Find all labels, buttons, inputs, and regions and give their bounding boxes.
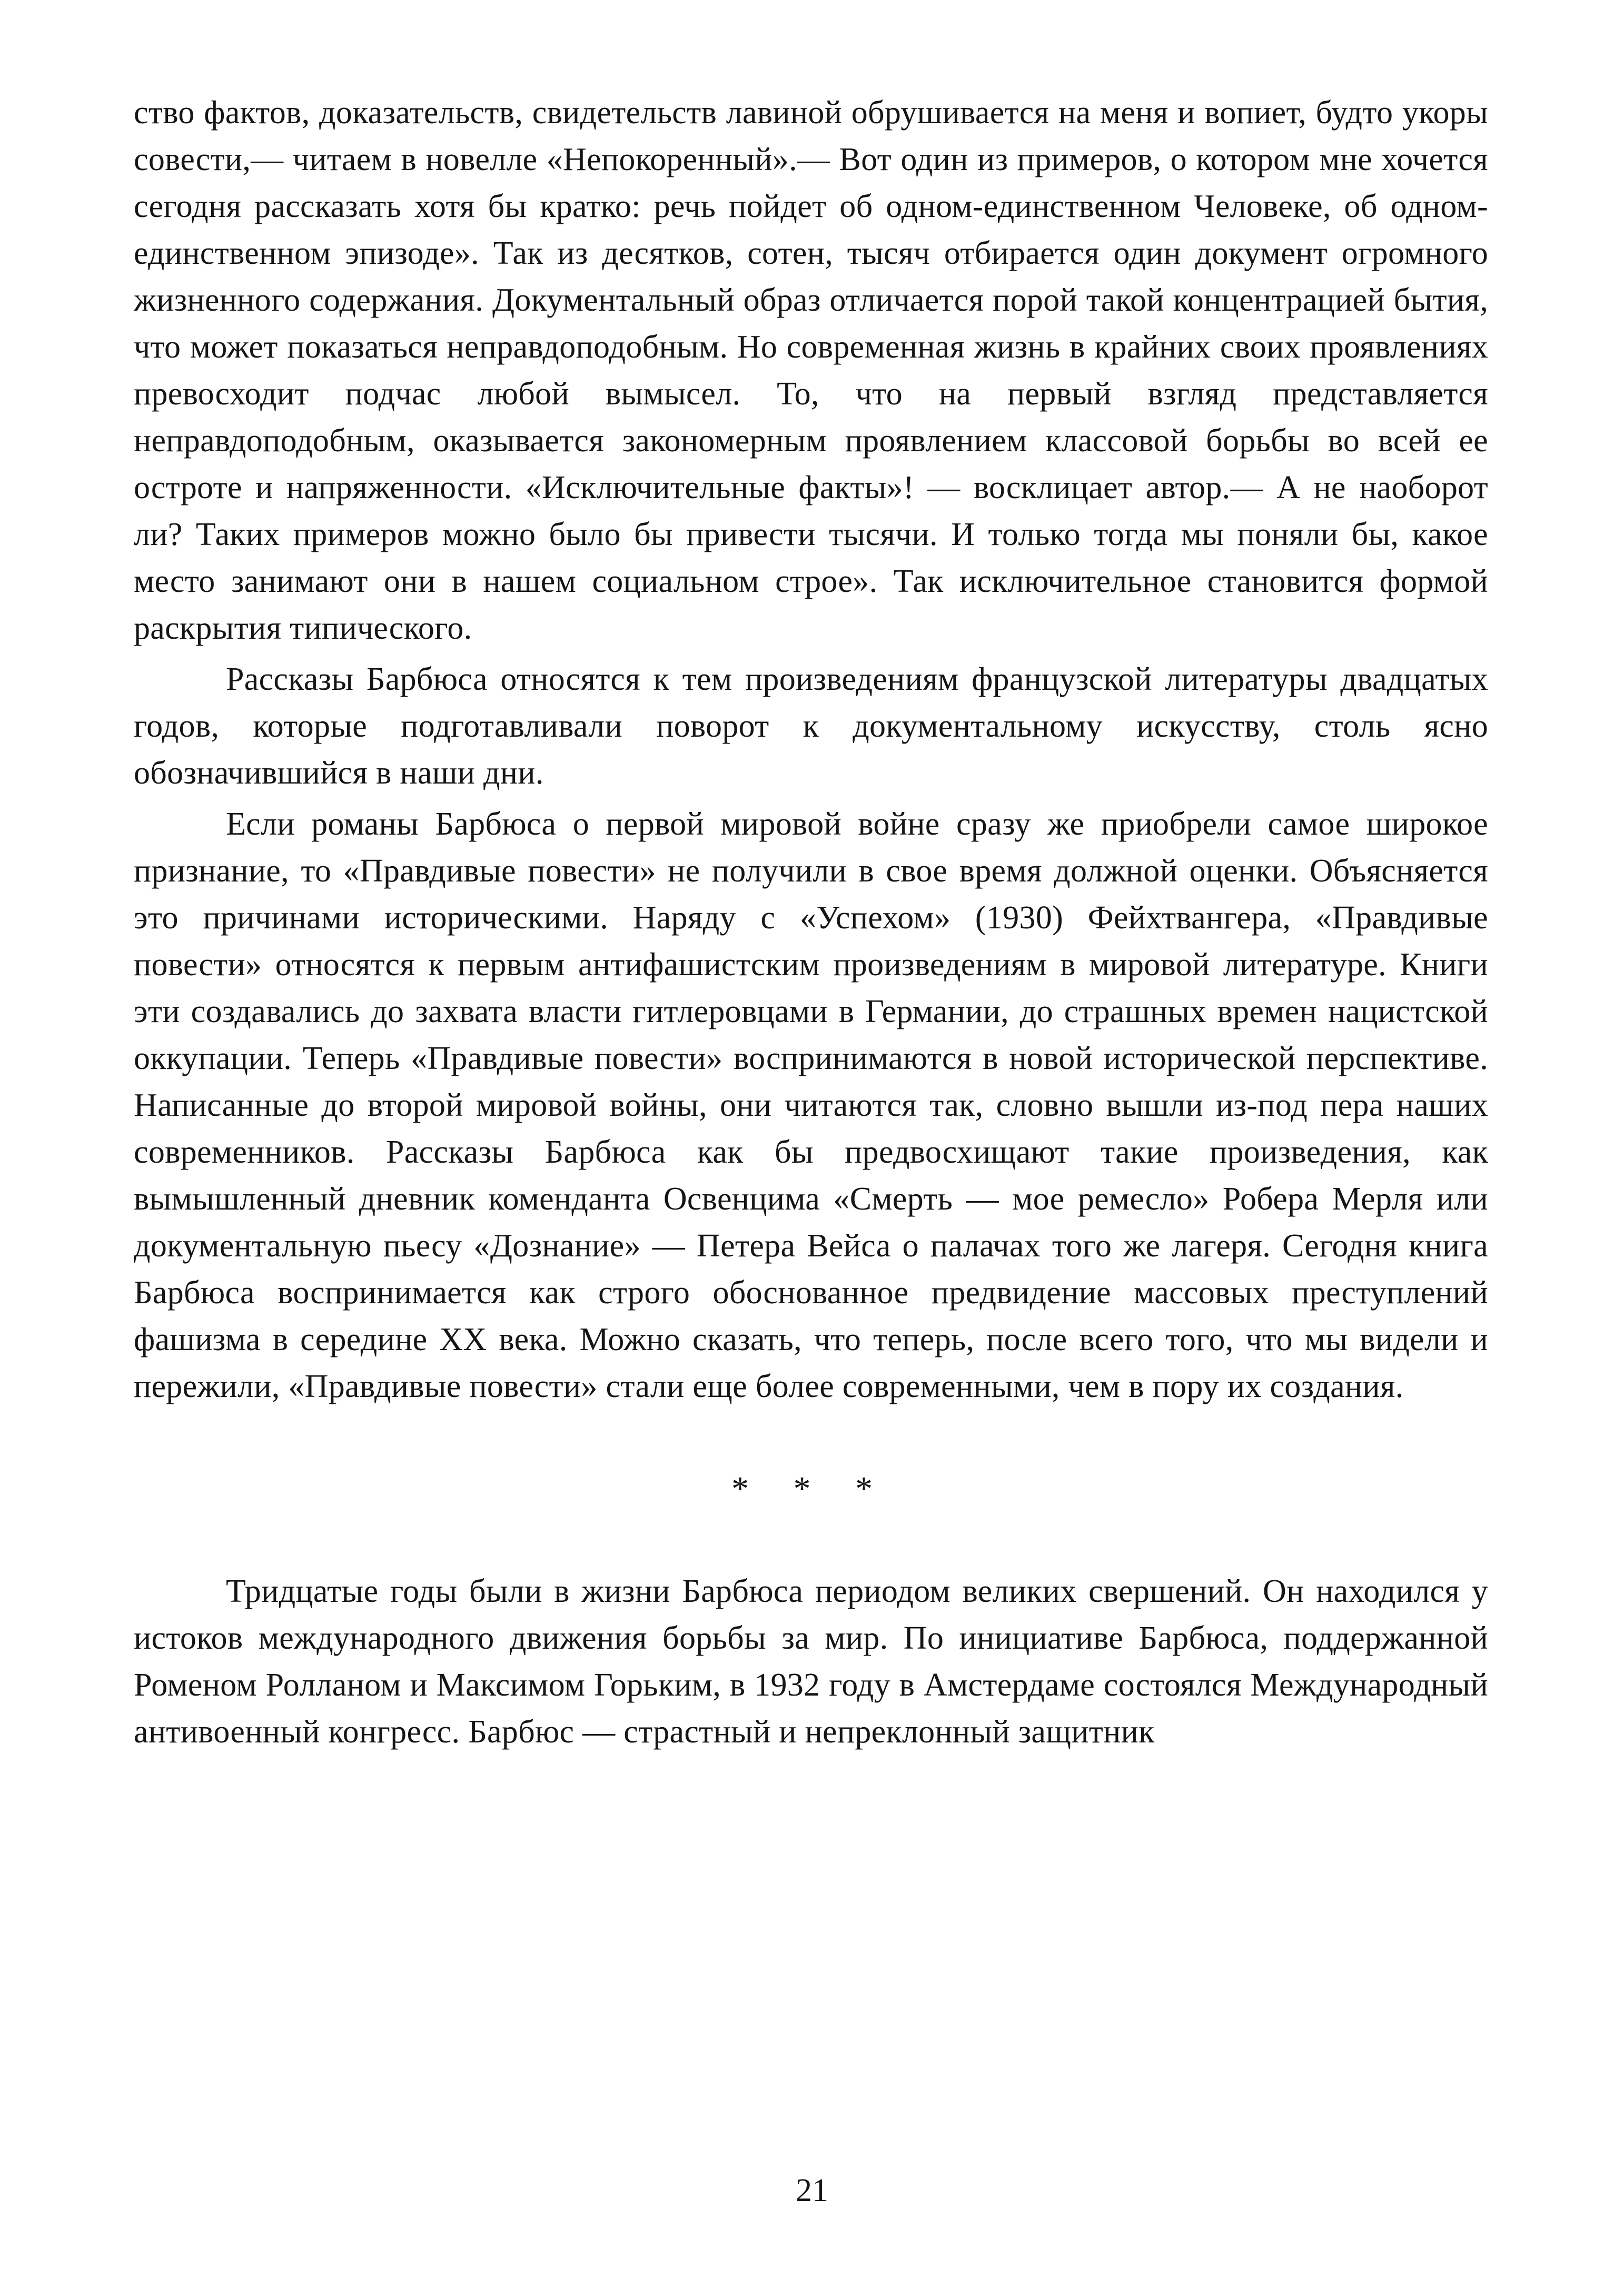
paragraph-continuation: ство фактов, доказательств, свидетельств лавиной обрушивается на меня и вопиет, будто укоры совести,— читаем в новелле «Непокоренный».— Вот один из примеров, о котором мне хочется сегодня рассказать хотя бы кратко: речь пойдет об одном-единственном Человеке, об одном-единственном эпизоде». Так из десятков, сотен, тысяч отбирается один документ огромного жизненного содержания. Документальный образ отличается порой такой концентрацией бытия, что может показаться неправдоподобным. Но современная жизнь в крайних своих проявлениях превосходит подчас любой вымысел. То, что на первый взгляд представляется неправдоподобным, оказывается закономерным проявлением классовой борьбы во всей ее остроте и напряженности. «Исключительные факты»! — восклицает автор.— А не наоборот ли? Таких примеров можно было бы привести тысячи. И только тогда мы поняли бы, какое место занимают они в нашем социальном строе». Так исключительное становится формой раскрытия типического. — [134, 95, 1488, 646]
paragraph-thirties: Тридцатые годы были в жизни Барбюса периодом великих свершений. Он находился у истоков международного движения борьбы за мир. По инициативе Барбюса, поддержанной Роменом Ролланом и Максимом Горьким, в 1932 году в Амстердаме состоялся Международный антивоенный конгресс. Барбюс — страстный и непреклонный защитник — [134, 1573, 1488, 1750]
paragraph-documentary-art: Рассказы Барбюса относятся к тем произведениям французской литературы двадцатых годов, которые подготавливали поворот к документальному искусству, столь ясно обозначившийся в наши дни. — [134, 661, 1488, 791]
paragraph-true-stories: Если романы Барбюса о первой мировой войне сразу же приобрели самое широкое признание, то «Правдивые повести» не получили в свое время должной оценки. Объясняется это причинами историческими. Наряду с «Успехом» (1930) Фейхтвангера, «Правдивые повести» относятся к первым антифашистским произведениям в мировой литературе. Книги эти создавались до захвата власти гитлеровцами в Германии, до страшных времен нацистской оккупации. Теперь «Правдивые повести» воспринимаются в новой исторической перспективе. Написанные до второй мировой войны, они читаются так, словно вышли из-под пера наших современников. Рассказы Барбюса как бы предвосхищают такие произведения, как вымышленный дневник коменданта Освенцима «Смерть — мое ремесло» Робера Мерля или документальную пьесу «Дознание» — Петера Вейса о палачах того же лагеря. Сегодня книга Барбюса воспринимается как строго обоснованное предвидение массовых преступлений фашизма в середине XX века. Можно сказать, что теперь, после всего того, что мы видели и пережили, «Правдивые повести» стали еще более современными, чем в пору их создания. — [134, 806, 1488, 1404]
body-text — [134, 90, 1488, 1756]
page-number: 21 — [796, 2173, 828, 2208]
section-separator: * * * — [731, 1470, 890, 1508]
